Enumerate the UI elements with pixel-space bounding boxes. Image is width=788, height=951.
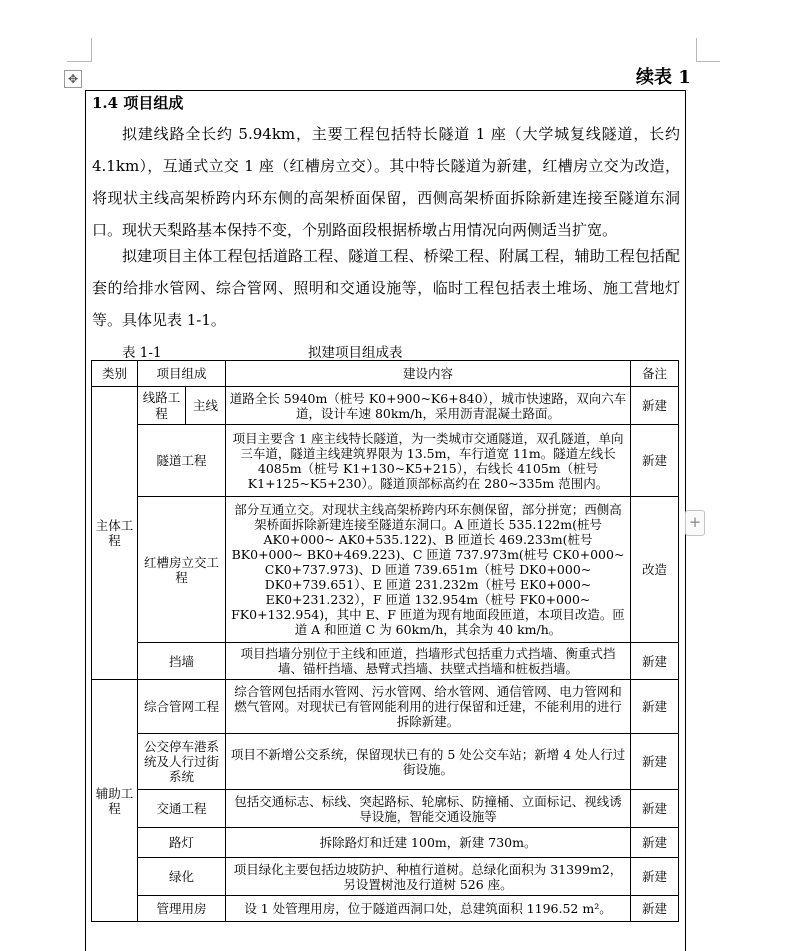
move-icon: ✥ xyxy=(67,72,79,86)
table-row xyxy=(92,858,679,896)
table-row xyxy=(92,790,679,828)
table-row xyxy=(92,387,679,425)
table-row xyxy=(92,425,679,497)
table-header-row xyxy=(92,361,679,387)
component-cell: 线路工程 xyxy=(138,387,186,425)
remark-cell: 新建 xyxy=(631,858,679,896)
content-cell: 项目主要含 1 座主线特长隧道，为一类城市交通隧道，双孔隧道，单向三车道，隧道主线建筑界限为 13.5m，车行道宽 11m。隧道左线长 4085m（桩号 K1+130~K5+215），右线长 4105m（桩号 K1+125~K5+230）。隧道顶部标高约在 280~335m 范围内。 xyxy=(226,425,631,497)
header-category: 类别 xyxy=(92,361,138,387)
component-cell: 管理用房 xyxy=(138,896,226,922)
section-heading: 1.4 项目组成 xyxy=(92,94,184,112)
content-cell: 项目挡墙分别位于主线和匝道，挡墙形式包括重力式挡墙、衡重式挡墙、锚杆挡墙、悬臂式挡墙、扶壁式挡墙和桩板挡墙。 xyxy=(226,643,631,680)
component-cell: 挡墙 xyxy=(138,643,226,680)
component-cell: 公交停车港系统及人行过街系统 xyxy=(138,734,226,790)
remark-cell: 新建 xyxy=(631,734,679,790)
table-row xyxy=(92,828,679,858)
component-cell: 综合管网工程 xyxy=(138,680,226,734)
table-row xyxy=(92,497,679,643)
paragraph: 拟建项目主体工程包括道路工程、隧道工程、桥梁工程、附属工程，辅助工程包括配套的给排水管网、综合管网、照明和交通设施等，临时工程包括表土堆场、施工营地灯等。具体见表 1-1。 xyxy=(92,247,680,329)
remark-cell: 新建 xyxy=(631,680,679,734)
remark-cell: 新建 xyxy=(631,643,679,680)
subcomponent-cell: 主线 xyxy=(186,387,226,425)
header-remark: 备注 xyxy=(631,361,679,387)
table-row xyxy=(92,896,679,922)
content-cell: 拆除路灯和迁建 100m，新建 730m。 xyxy=(226,828,631,858)
table-row xyxy=(92,643,679,680)
crop-mark xyxy=(91,38,92,62)
header-content: 建设内容 xyxy=(226,361,631,387)
continued-label: 续表 1 xyxy=(636,67,691,88)
add-column-button[interactable] xyxy=(685,510,705,536)
content-cell: 设 1 处管理用房，位于隧道西洞口处，总建筑面积 1196.52 m²。 xyxy=(226,896,631,922)
component-cell: 绿化 xyxy=(138,858,226,896)
content-cell: 道路全长 5940m（桩号 K0+900~K6+840），城市快速路，双向六车道，设计车速 80km/h，采用沥青混凝土路面。 xyxy=(226,387,631,425)
remark-cell: 新建 xyxy=(631,790,679,828)
content-cell: 包括交通标志、标线、突起路标、轮廓标、防撞桶、立面标记、视线诱导设施，智能交通设施等 xyxy=(226,790,631,828)
table-caption-title: 拟建项目组成表 xyxy=(308,345,403,361)
table-move-handle[interactable] xyxy=(64,70,82,88)
header-component: 项目组成 xyxy=(138,361,226,387)
component-cell: 隧道工程 xyxy=(138,425,226,497)
plus-icon: + xyxy=(688,513,702,531)
content-cell: 综合管网包括雨水管网、污水管网、给水管网、通信管网、电力管网和燃气管网。对现状已有管网能利用的进行保留和迁建，不能利用的进行拆除新建。 xyxy=(226,680,631,734)
crop-mark xyxy=(67,61,91,62)
component-cell: 交通工程 xyxy=(138,790,226,828)
remark-cell: 新建 xyxy=(631,896,679,922)
paragraph: 拟建线路全长约 5.94km，主要工程包括特长隧道 1 座（大学城复线隧道，长约 4.1km），互通式立交 1 座（红槽房立交）。其中特长隧道为新建，红槽房立交为改造，将现状主线高架桥跨内环东侧的高架桥面保留，西侧高架桥面拆除新建连接至隧道东洞口。现状天梨路基本保持不变，个别路面段根据桥墩占用情况向两侧适当扩宽。 xyxy=(92,125,680,239)
component-cell: 红槽房立交工程 xyxy=(138,497,226,643)
project-composition-table xyxy=(91,360,679,922)
crop-mark xyxy=(696,61,720,62)
remark-cell: 新建 xyxy=(631,425,679,497)
remark-cell: 新建 xyxy=(631,387,679,425)
content-cell: 项目不新增公交系统，保留现状已有的 5 处公交车站；新增 4 处人行过街设施。 xyxy=(226,734,631,790)
table-caption-number: 表 1-1 xyxy=(122,345,162,361)
table-row xyxy=(92,680,679,734)
category-cell: 主体工程 xyxy=(92,387,138,680)
crop-mark xyxy=(696,38,697,62)
remark-cell: 改造 xyxy=(631,497,679,643)
table-row xyxy=(92,734,679,790)
category-cell: 辅助工程 xyxy=(92,680,138,922)
content-cell: 项目绿化主要包括边坡防护、种植行道树。总绿化面积为 31399m2，另设置树池及行道树 526 座。 xyxy=(226,858,631,896)
component-cell: 路灯 xyxy=(138,828,226,858)
remark-cell: 新建 xyxy=(631,828,679,858)
content-cell: 部分互通立交。对现状主线高架桥跨内环东侧保留，部分拼宽；西侧高架桥面拆除新建连接至隧道东洞口。A 匝道长 535.122m(桩号 AK0+000~ AK0+535.122)、B 匝道长 469.233m(桩号 BK0+000~ BK0+469.223)、C 匝道 737.973m(桩号 CK0+000~ CK0+737.973)、D 匝道 739.651m（桩号 DK0+000~ DK0+739.651）、E 匝道 231.232m（桩号 EK0+000~ EK0+231.232），F 匝道 132.954m（桩号 FK0+000~ FK0+132.954)，其中 E、F 匝道为现有地面段匝道，本项目改造。匝道 A 和匝道 C 为 60km/h，其余为 40 km/h。 xyxy=(226,497,631,643)
